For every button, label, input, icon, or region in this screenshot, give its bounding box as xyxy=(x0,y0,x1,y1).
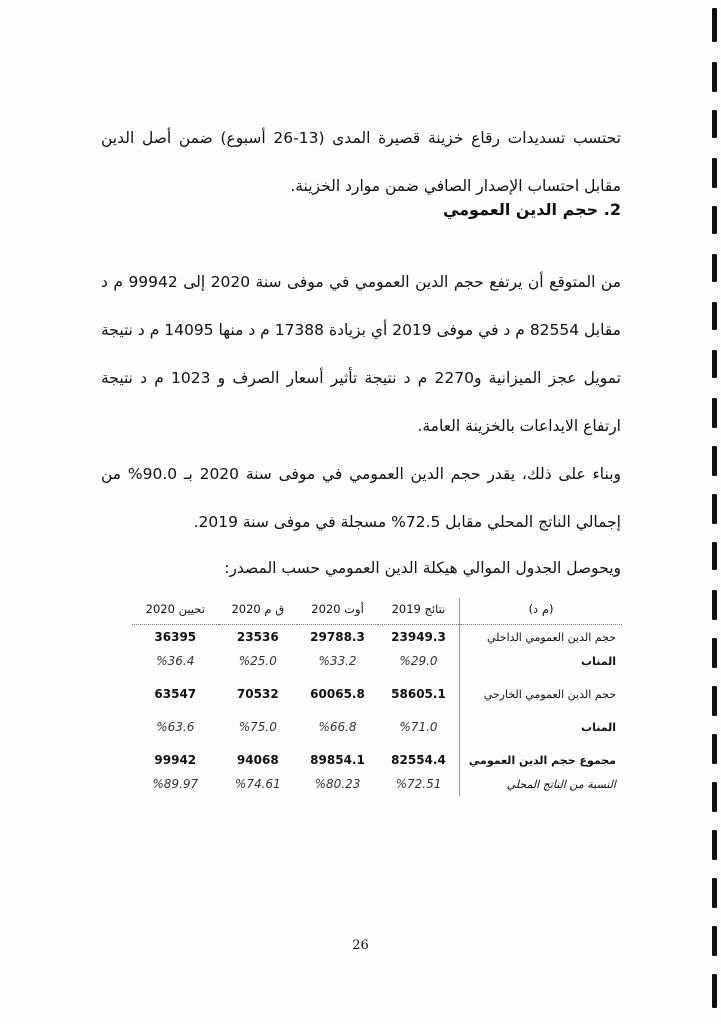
cell: 99942 xyxy=(154,753,197,767)
debt-structure-table xyxy=(132,598,622,796)
table-row xyxy=(132,649,622,673)
cell: 36395 xyxy=(154,630,197,644)
cell: %74.61 xyxy=(234,777,281,791)
cell: %75.0 xyxy=(238,720,277,734)
cell: %80.23 xyxy=(314,777,361,791)
cell: 82554.4 xyxy=(391,753,446,767)
row-label: النسبة من الناتج المحلي xyxy=(460,772,623,796)
paragraph-debt-volume: من المتوقع أن يرتفع حجم الدين العمومي في موفى سنة 2020 إلى 99942 م د مقابل 82554 م د في موفى 2019 أي بزيادة 17388 م د منها 14095 م د نتيجة تمويل عجز الميزانية و2270 م د نتيجة تأثير أسعار الصرف و 1023 م د نتيجة ارتفاع الايداعات بالخزينة العامة. xyxy=(101,272,621,435)
cell: %36.4 xyxy=(156,654,195,668)
cell: 23949.3 xyxy=(391,630,446,644)
cell: %89.97 xyxy=(152,777,199,791)
row-label: حجم الدين العمومي الخارجي xyxy=(460,673,623,706)
cell: %72.51 xyxy=(395,777,442,791)
table-row xyxy=(132,739,622,772)
cell: 23536 xyxy=(236,630,279,644)
cell: 60065.8 xyxy=(310,687,365,701)
cell: 63547 xyxy=(154,687,197,701)
cell: 70532 xyxy=(236,687,279,701)
cell: %25.0 xyxy=(238,654,277,668)
paragraph-debt-ratio: وبناء على ذلك، يقدر حجم الدين العمومي في موفى سنة 2020 بـ 90.0% من إجمالي الناتج المحلي مقابل 72.5% مسجلة في موفى سنة 2019. xyxy=(101,464,621,531)
row-label: المناب xyxy=(460,706,623,739)
header-budget-2020: ق م 2020 xyxy=(219,598,297,625)
paragraph-treasury-bills: تحتسب تسديدات رقاع خزينة قصيرة المدى (13-26 أسبوع) ضمن أصل الدين مقابل احتساب الإصدار الصافي ضمن موارد الخزينة. xyxy=(101,128,621,195)
cell: 29788.3 xyxy=(310,630,365,644)
cell: %66.8 xyxy=(318,720,357,734)
paragraph-table-intro: ويحوصل الجدول الموالي هيكلة الدين العمومي حسب المصدر: xyxy=(224,558,621,577)
cell: 89854.1 xyxy=(310,753,365,767)
table-row xyxy=(132,625,622,650)
table-header-row xyxy=(132,598,622,625)
table-row xyxy=(132,673,622,706)
section-heading: 2. حجم الدين العمومي xyxy=(442,200,621,219)
header-2019-results: نتائج 2019 xyxy=(378,598,460,625)
page-number: 26 xyxy=(352,938,369,953)
row-label: مجموع حجم الدين العمومي xyxy=(460,739,623,772)
header-aug-2020: أوت 2020 xyxy=(297,598,378,625)
header-update-2020: تحيين 2020 xyxy=(132,598,219,625)
row-label: حجم الدين العمومي الداخلي xyxy=(460,625,623,650)
cell: 58605.1 xyxy=(391,687,446,701)
header-unit: (م د) xyxy=(460,598,623,625)
cell: 94068 xyxy=(236,753,279,767)
cell: %29.0 xyxy=(399,654,438,668)
row-label: المناب xyxy=(460,649,623,673)
table-row xyxy=(132,706,622,739)
table-row xyxy=(132,772,622,796)
cell: %33.2 xyxy=(318,654,357,668)
cell: %63.6 xyxy=(156,720,195,734)
cell: %71.0 xyxy=(399,720,438,734)
